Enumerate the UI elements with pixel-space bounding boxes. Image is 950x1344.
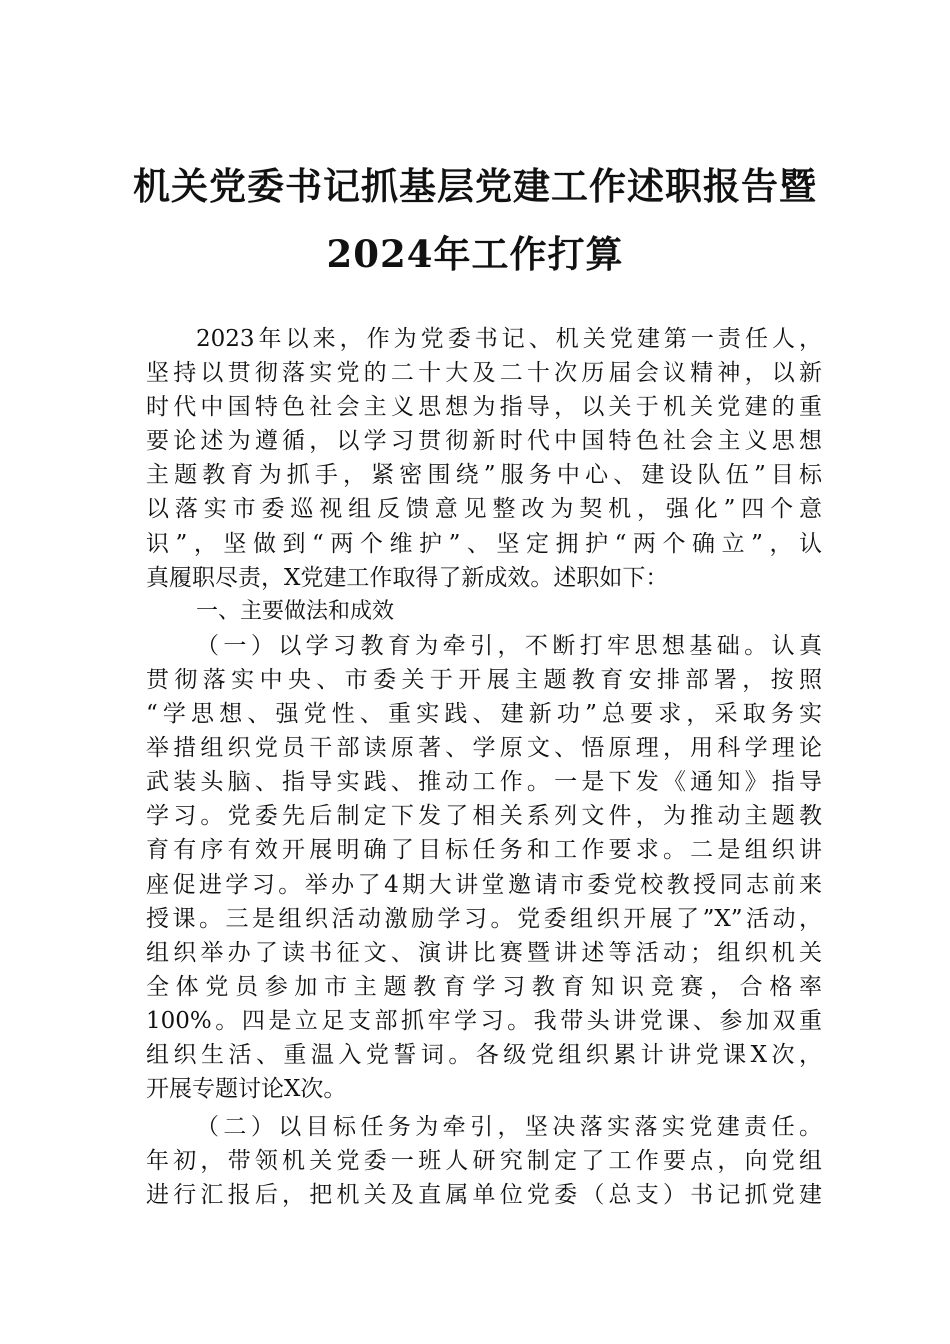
text-line: （一）以学习教育为牵引，不断打牢思想基础。认真 [196, 632, 822, 659]
text-line: 授课。三是组织活动激励学习。党委组织开展了”X”活动， [146, 905, 822, 932]
text-line: 主题教育为抓手，紧密围绕”服务中心、建设队伍”目标 [146, 462, 822, 489]
text-line: 年初，带领机关党委一班人研究制定了工作要点，向党组 [146, 1148, 822, 1175]
text-line: 坚持以贯彻落实党的二十大及二十次历届会议精神，以新 [146, 360, 822, 387]
section-heading: 一、主要做法和成效 [196, 598, 395, 624]
intro-paragraph [146, 322, 822, 595]
text-line: 育有序有效开展明确了目标任务和工作要求。二是组织讲 [146, 837, 822, 864]
text-line: 以落实市委巡视组反馈意见整改为契机，强化”四个意 [146, 496, 822, 523]
text-line: 真履职尽责，X党建工作取得了新成效。述职如下： [146, 564, 669, 591]
text-line: 2023年以来，作为党委书记、机关党建第一责任人， [196, 326, 822, 352]
text-line: 贯彻落实中央、市委关于开展主题教育安排部署，按照 [146, 666, 822, 693]
document-body [146, 322, 822, 1212]
text-line: 学习。党委先后制定下发了相关系列文件，为推动主题教 [146, 803, 822, 830]
text-line: （二）以目标任务为牵引，坚决落实落实党建责任。 [196, 1114, 822, 1141]
text-line: 座促进学习。举办了4期大讲堂邀请市委党校教授同志前来 [146, 871, 822, 898]
paragraph-1 [146, 629, 822, 1106]
text-line: 武装头脑、指导实践、推动工作。一是下发《通知》指导 [146, 769, 822, 796]
text-line: 进行汇报后，把机关及直属单位党委（总支）书记抓党建 [146, 1182, 822, 1209]
text-line: “学思想、强党性、重实践、建新功”总要求，采取务实 [146, 701, 822, 728]
document-title-line-1: 机关党委书记抓基层党建工作述职报告暨 [133, 164, 817, 208]
text-line: 举措组织党员干部读原著、学原文、悟原理，用科学理论 [146, 735, 822, 762]
text-line: 100%。四是立足支部抓牢学习。我带头讲党课、参加双重 [146, 1007, 822, 1034]
paragraph-2 [146, 1110, 822, 1212]
text-line: 开展专题讨论X次。 [146, 1076, 347, 1103]
text-line: 组织生活、重温入党誓词。各级党组织累计讲党课X次， [146, 1041, 822, 1068]
text-line: 要论述为遵循，以学习贯彻新时代中国特色社会主义思想 [146, 428, 822, 455]
document-title-line-2: 2024年工作打算 [326, 232, 624, 276]
text-line: 组织举办了读书征文、演讲比赛暨讲述等活动；组织机关 [146, 939, 822, 966]
text-line: 时代中国特色社会主义思想为指导，以关于机关党建的重 [146, 394, 822, 421]
text-line: 识”，坚做到“两个维护”、坚定拥护“两个确立”，认 [146, 530, 822, 557]
text-line: 全体党员参加市主题教育学习教育知识竞赛，合格率 [146, 973, 822, 1000]
